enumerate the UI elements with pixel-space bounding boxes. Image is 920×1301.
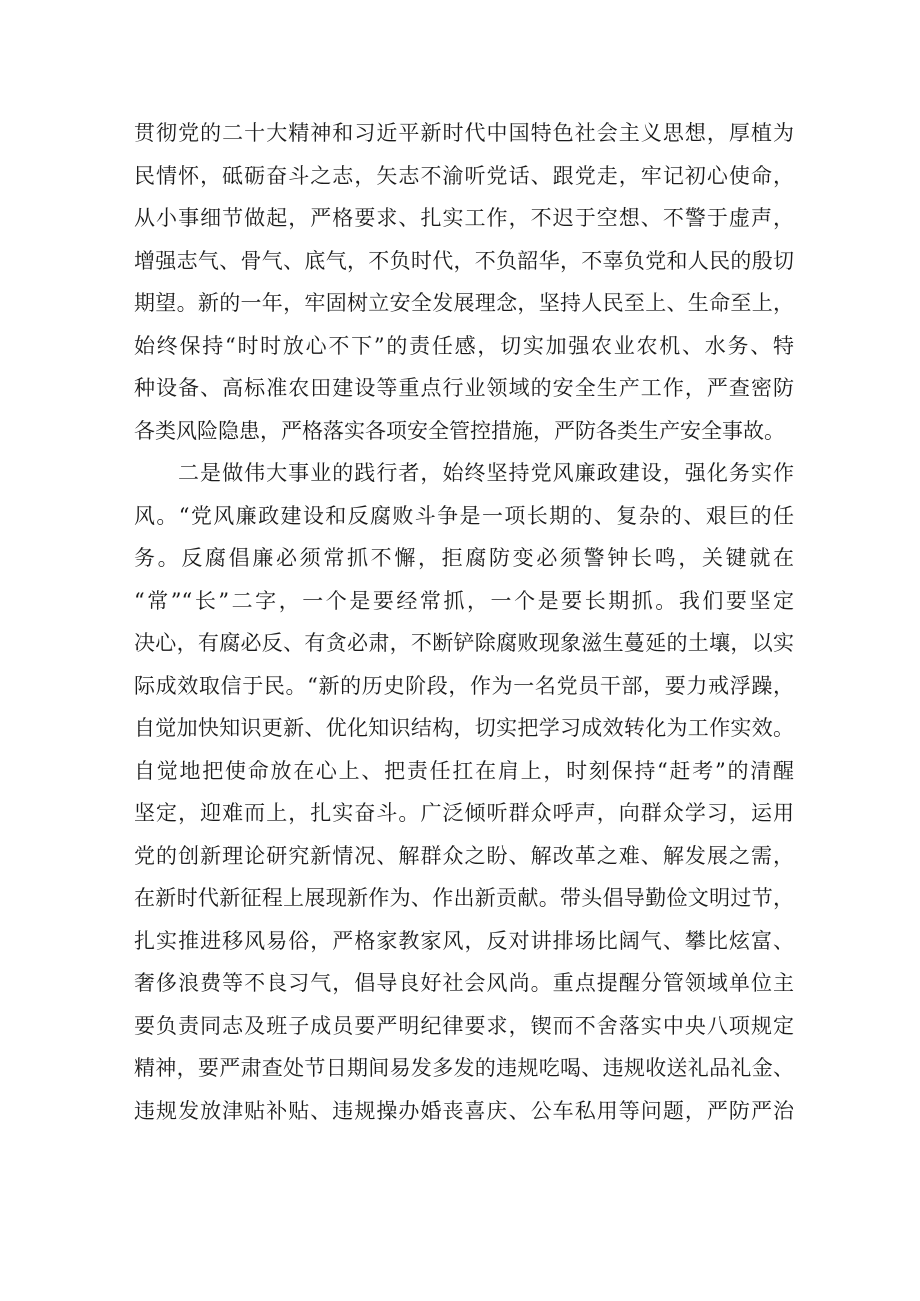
text-line-19: 在新时代新征程上展现新作为、作出新贡献。带头倡导勤俭文明过节，	[134, 886, 794, 910]
text-line-17: 坚定，迎难而上，扎实奋斗。广泛倾听群众呼声，向群众学习，运用	[134, 801, 794, 825]
text-line-24: 违规发放津贴补贴、违规操办婚丧喜庆、公车私用等问题，严防严治	[134, 1098, 794, 1123]
text-line-10: 风。“党风廉政建设和反腐败斗争是一项长期的、复杂的、艰巨的任	[134, 503, 794, 528]
text-line-11: 务。反腐倡廉必须常抓不懈，拒腐防变必须警钟长鸣，关键就在	[134, 546, 794, 570]
paragraph-2-first-line: 二是做伟大事业的践行者，始终坚持党风廉政建设，强化务实作	[178, 461, 794, 485]
text-line-22: 要负责同志及班子成员要严明纪律要求，锲而不舍落实中央八项规定	[134, 1013, 794, 1038]
text-line-21: 奢侈浪费等不良习气，倡导良好社会风尚。重点提醒分管领域单位主	[134, 971, 794, 995]
text-line-14: 际成效取信于民。“新的历史阶段，作为一名党员干部，要力戒浮躁，	[134, 673, 794, 698]
text-line-7: 种设备、高标准农田建设等重点行业领域的安全生产工作，严查密防	[134, 376, 794, 400]
text-line-16: 自觉地把使命放在心上、把责任扛在肩上，时刻保持“赶考”的清醒	[134, 758, 794, 783]
text-line-2: 民情怀，砥砺奋斗之志，矢志不渝听党话、跟党走，牢记初心使命，	[134, 163, 794, 188]
text-line-13: 决心，有腐必反、有贪必肃，不断铲除腐败现象滋生蔓延的土壤，以实	[134, 631, 794, 655]
body-text	[134, 112, 794, 1132]
text-line-12: “常”“长”二字，一个是要经常抓，一个是要长期抓。我们要坚定	[134, 588, 794, 613]
text-line-4: 增强志气、骨气、底气，不负时代，不负韶华，不辜负党和人民的殷切	[134, 248, 794, 273]
text-line-1: 贯彻党的二十大精神和习近平新时代中国特色社会主义思想，厚植为	[134, 121, 794, 145]
text-line-6: 始终保持“时时放心不下”的责任感，切实加强农业农机、水务、特	[134, 333, 794, 358]
text-line-18: 党的创新理论研究新情况、解群众之盼、解改革之难、解发展之需，	[134, 843, 794, 868]
text-line-5: 期望。新的一年，牢固树立安全发展理念，坚持人民至上、生命至上，	[134, 291, 794, 315]
text-line-15: 自觉加快知识更新、优化知识结构，切实把学习成效转化为工作实效。	[134, 716, 794, 740]
text-line-8: 各类风险隐患，严格落实各项安全管控措施，严防各类生产安全事故。	[134, 418, 785, 443]
text-line-20: 扎实推进移风易俗，严格家教家风，反对讲排场比阔气、攀比炫富、	[134, 928, 794, 953]
text-line-3: 从小事细节做起，严格要求、扎实工作，不迟于空想、不警于虚声，	[134, 206, 794, 230]
text-line-23: 精神，要严肃查处节日期间易发多发的违规吃喝、违规收送礼品礼金、	[134, 1056, 794, 1080]
